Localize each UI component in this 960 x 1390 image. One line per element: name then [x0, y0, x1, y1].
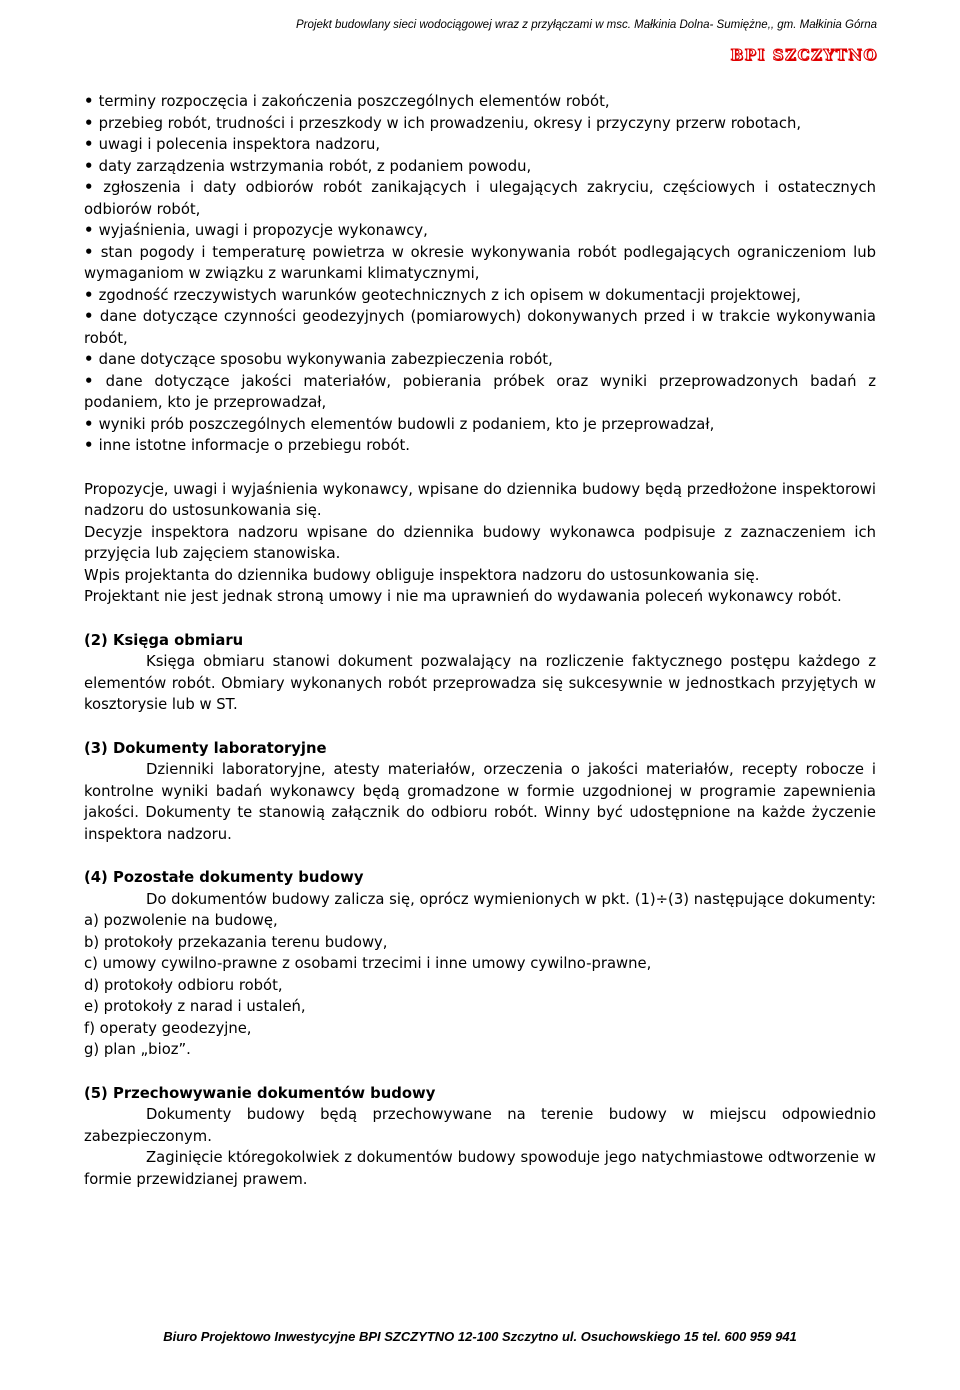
paragraph: Propozycje, uwagi i wyjaśnienia wykonawcy, wpisane do dziennika budowy będą przedłożone inspektorowi nadzoru do ustosunkowania się.: [84, 480, 876, 519]
section-heading: (4) Pozostałe dokumenty budowy: [84, 869, 364, 886]
header-title: Projekt budowlany sieci wodociągowej wraz z przyłączami w msc. Małkinia Dolna- Sumiężne,, gm. Małkinia Górna: [296, 19, 877, 31]
bullet-item: • wyjaśnienia, uwagi i propozycje wykonawcy,: [84, 220, 876, 242]
section-text: Dokumenty budowy będą przechowywane na terenie budowy w miejscu odpowiednio zabezpieczonym.: [84, 1106, 876, 1145]
bullet-item: • zgłoszenia i daty odbiorów robót zanikających i ulegających zakryciu, częściowych i ostatecznych odbiorów robót,: [84, 177, 876, 220]
document-body: [84, 91, 876, 1190]
bullet-item: • inne istotne informacje o przebiegu robót.: [84, 435, 876, 457]
bullet-item: • dane dotyczące sposobu wykonywania zabezpieczenia robót,: [84, 349, 876, 371]
paragraph: Projektant nie jest jednak stroną umowy i nie ma uprawnień do wydawania poleceń wykonawcy robót.: [84, 588, 842, 605]
section-text: Dzienniki laboratoryjne, atesty materiałów, orzeczenia o jakości materiałów, recepty robocze i kontrolne wyniki badań wykonawcy będą gromadzone w formie uzgodnionej w programie zapewnienia jakości. Dokumenty te stanowią załącznik do odbioru robót. Winny być udostępnione na każde życzenie inspektora nadzoru.: [84, 761, 876, 843]
page-footer: Biuro Projektowo Inwestycyjne BPI SZCZYTNO 12-100 Szczytno ul. Osuchowskiego 15 tel. 600 959 941: [163, 1329, 797, 1344]
paragraph: Decyzje inspektora nadzoru wpisane do dziennika budowy wykonawca podpisuje z zaznaczeniem ich przyjęcia lub zajęciem stanowiska.: [84, 523, 876, 562]
bullet-item: • daty zarządzenia wstrzymania robót, z podaniem powodu,: [84, 156, 876, 178]
list-item: e) protokoły z narad i ustaleń,: [84, 998, 306, 1015]
list-item: b) protokoły przekazania terenu budowy,: [84, 933, 388, 951]
section-text: Do dokumentów budowy zalicza się, oprócz wymienionych w pkt. (1)÷(3) następujące dokumenty:: [146, 890, 876, 908]
bullet-item: • wyniki prób poszczególnych elementów budowli z podaniem, kto je przeprowadzał,: [84, 414, 876, 436]
bullet-item: • stan pogody i temperaturę powietrza w okresie wykonywania robót podlegających ograniczeniom lub wymaganiom w związku z warunkami klimatycznymi,: [84, 242, 876, 285]
list-item: d) protokoły odbioru robót,: [84, 976, 283, 994]
section-text: Księga obmiaru stanowi dokument pozwalający na rozliczenie faktycznego postępu każdego z elementów robót. Obmiary wykonanych robót przeprowadza się sukcesywnie w jednostkach przyjętych w kosztorysie lub w ST.: [84, 653, 876, 713]
bullet-item: • zgodność rzeczywistych warunków geotechnicznych z ich opisem w dokumentacji projektowej,: [84, 285, 876, 307]
company-logo: BPI SZCZYTNO: [730, 46, 878, 64]
list-item: f) operaty geodezyjne,: [84, 1019, 252, 1037]
bullet-item: • uwagi i polecenia inspektora nadzoru,: [84, 134, 876, 156]
section-text: Zaginięcie któregokolwiek z dokumentów budowy spowoduje jego natychmiastowe odtworzenie w formie przewidzianej prawem.: [84, 1149, 876, 1188]
bullet-item: • przebieg robót, trudności i przeszkody w ich prowadzeniu, okresy i przyczyny przerw robotach,: [84, 113, 876, 135]
section-heading: (2) Księga obmiaru: [84, 631, 244, 649]
bullet-item: • terminy rozpoczęcia i zakończenia poszczególnych elementów robót,: [84, 91, 876, 113]
document-list: [84, 910, 876, 1061]
list-item: a) pozwolenie na budowę,: [84, 912, 278, 929]
bullet-item: • dane dotyczące czynności geodezyjnych (pomiarowych) dokonywanych przed i w trakcie wykonywania robót,: [84, 306, 876, 349]
list-item: g) plan „bioz”.: [84, 1041, 191, 1058]
list-item: c) umowy cywilno-prawne z osobami trzecimi i inne umowy cywilno-prawne,: [84, 955, 652, 972]
section-heading: (3) Dokumenty laboratoryjne: [84, 739, 327, 757]
paragraph: Wpis projektanta do dziennika budowy obliguje inspektora nadzoru do ustosunkowania się.: [84, 566, 760, 584]
section-heading: (5) Przechowywanie dokumentów budowy: [84, 1084, 436, 1102]
bullet-list: [84, 91, 876, 457]
bullet-item: • dane dotyczące jakości materiałów, pobierania próbek oraz wyniki przeprowadzonych badań z podaniem, kto je przeprowadzał,: [84, 371, 876, 414]
